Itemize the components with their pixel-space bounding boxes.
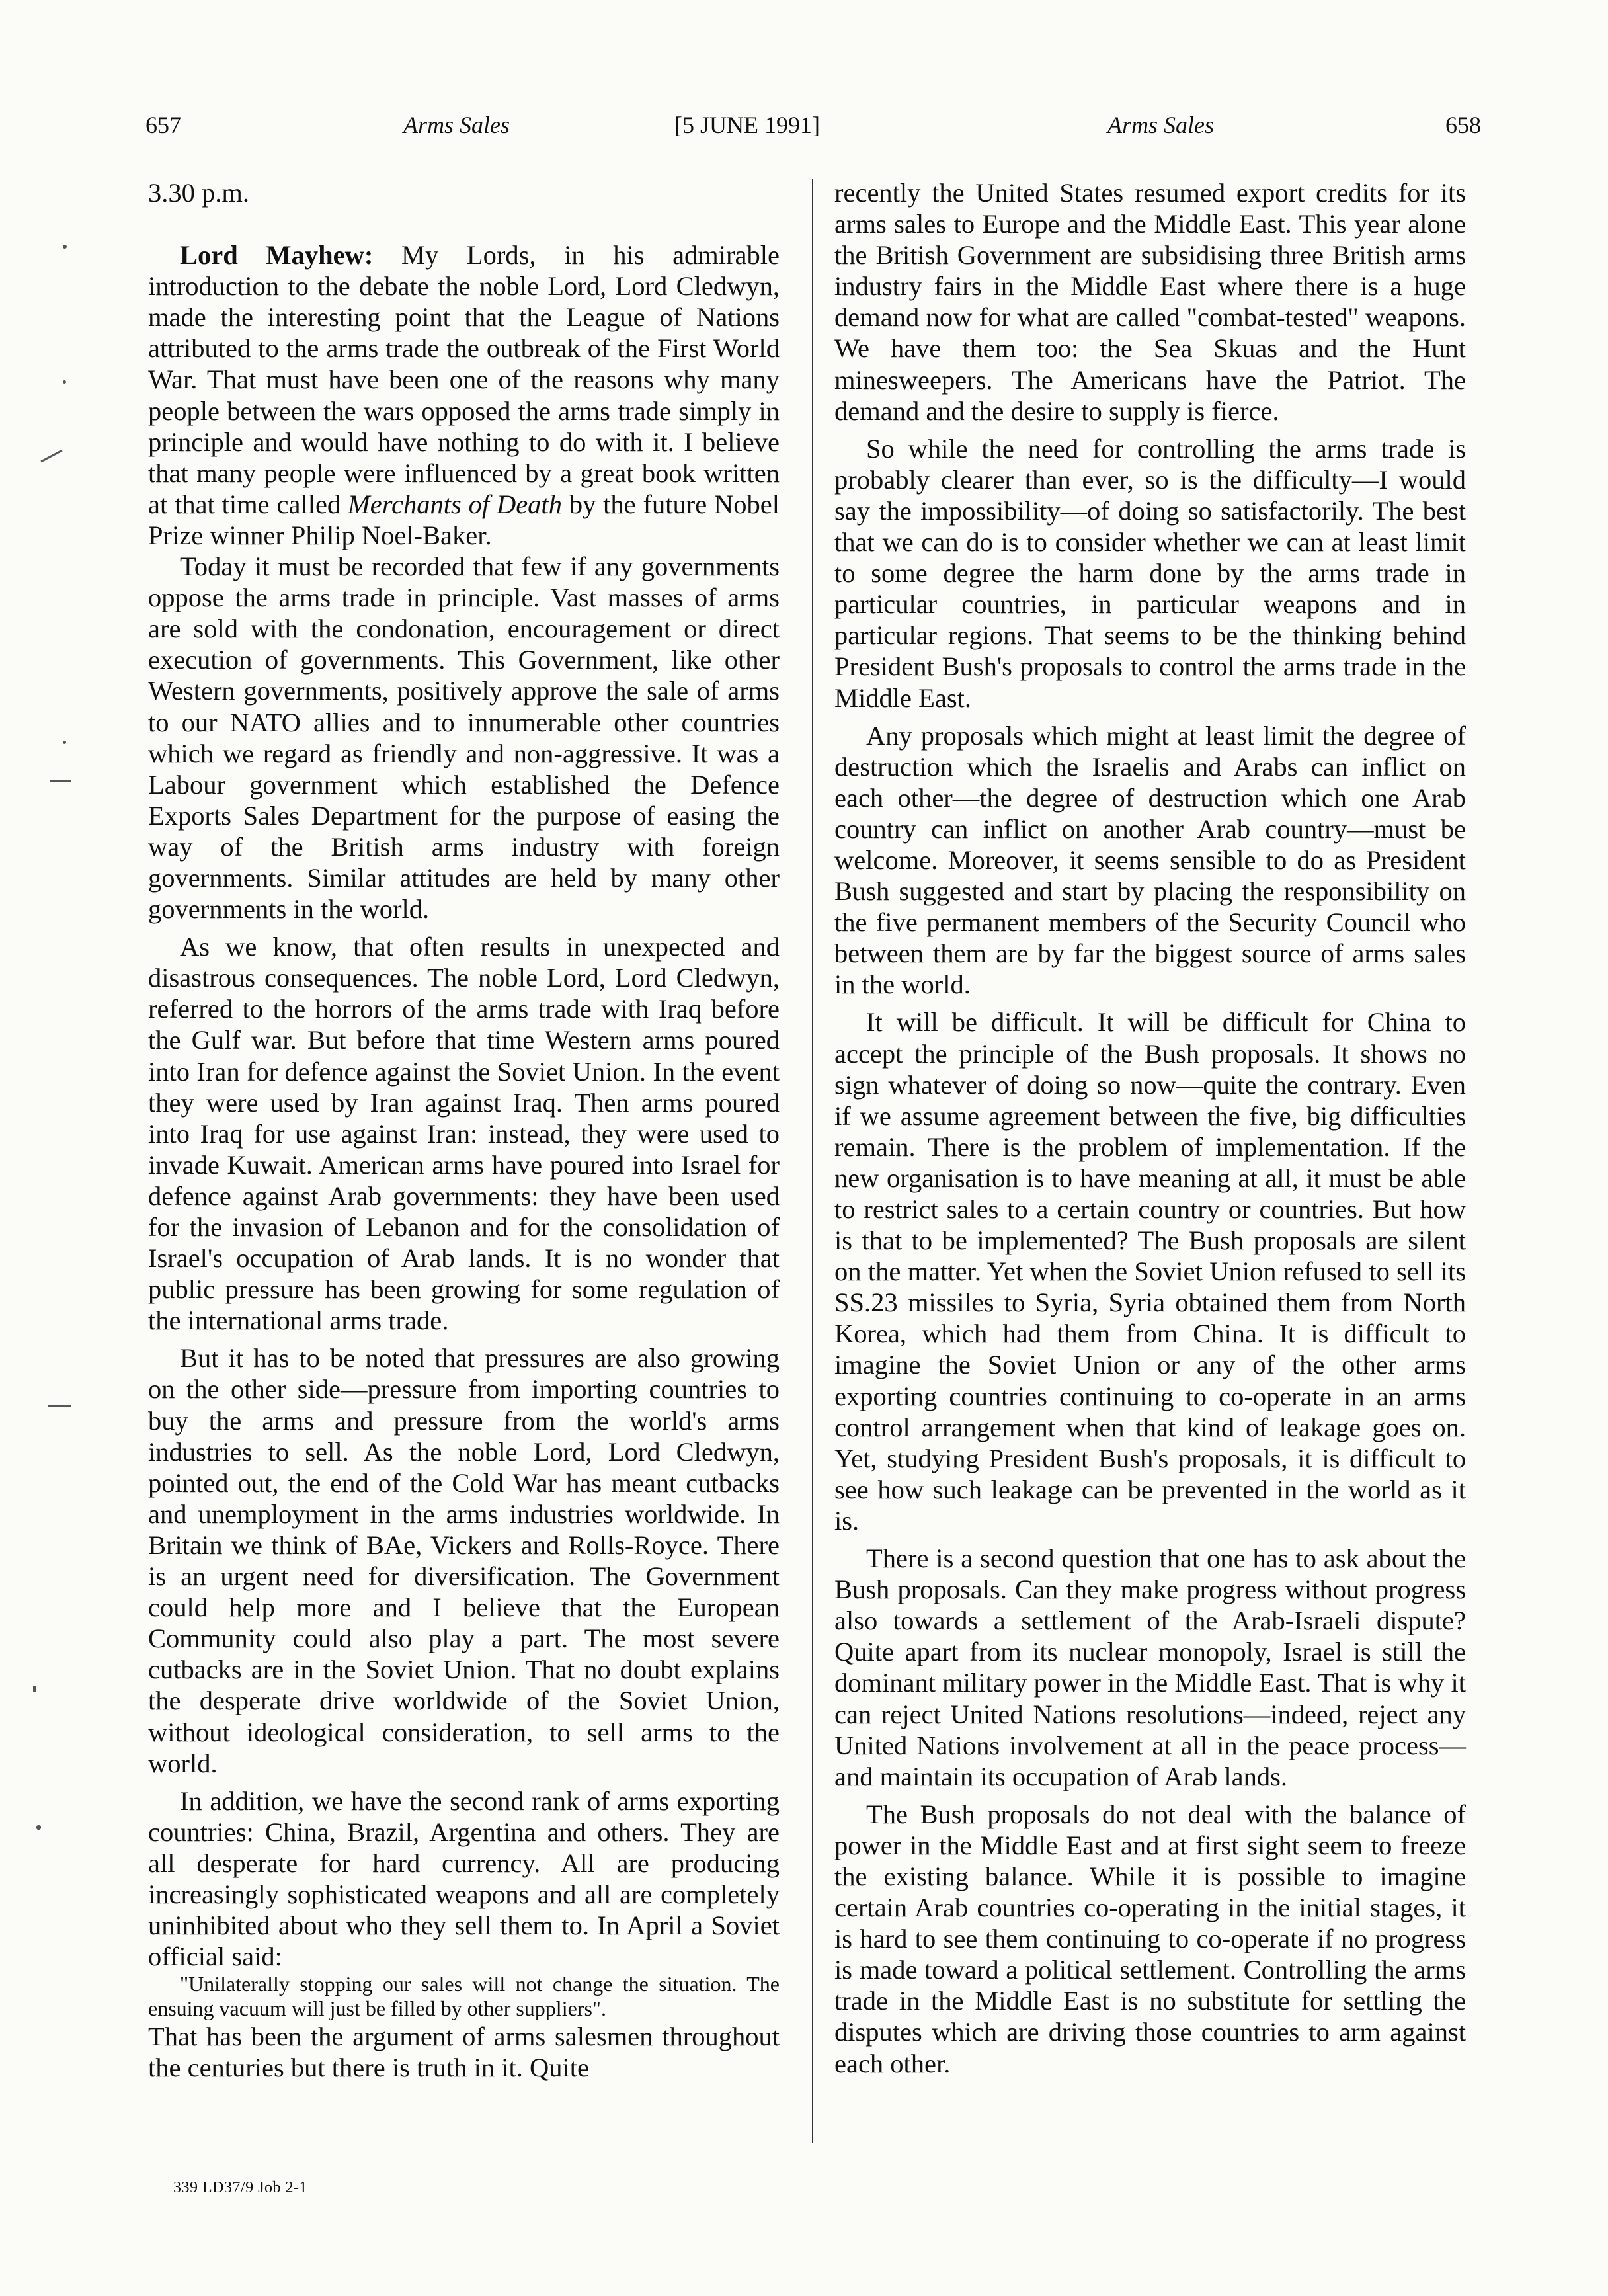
left-page-number: 657 bbox=[145, 112, 181, 138]
block-quote: "Unilaterally stopping our sales will not change the situation. The ensuing vacuum will just be filled by other suppliers". bbox=[148, 1972, 780, 2021]
paragraph: The Bush proposals do not deal with the balance of power in the Middle East and at first sight seem to freeze the existing balance. While it is possible to imagine certain Arab countries co-operating in the initial stages, it is hard to see them continuing to co-operate if no progress is made toward a political settlement. Controlling the arms trade in the Middle East is no substitute for settling the disputes which are driving those countries to arm against each other. bbox=[834, 1799, 1466, 2078]
print-job-code: 339 LD37/9 Job 2-1 bbox=[173, 2179, 307, 2196]
paragraph-text: by the future Nobel Prize winner Philip Noel-Baker. bbox=[148, 489, 780, 550]
right-page-number: 658 bbox=[1445, 112, 1481, 138]
left-column bbox=[148, 177, 780, 2083]
margin-mark bbox=[63, 741, 66, 744]
sitting-date: [5 JUNE 1991] bbox=[674, 112, 820, 138]
margin-mark bbox=[40, 450, 62, 463]
margin-mark bbox=[48, 1405, 71, 1407]
paragraph: Today it must be recorded that few if any governments oppose the arms trade in principle. Vast masses of arms are sold with the condonation, encouragement or direct execution of governments. This Government, like other Western governments, positively approve the sale of arms to our NATO allies and to innumerable other countries which we regard as friendly and non-aggressive. It was a Labour government which established the Defence Exports Sales Department for the purpose of easing the way of the British arms industry with foreign governments. Similar attitudes are held by many other governments in the world. bbox=[148, 552, 780, 924]
paragraph: In addition, we have the second rank of arms exporting countries: China, Brazil, Argentina and others. They are all desperate for hard currency. All are producing increasingly sophisticated weapons and all are completely uninhibited about who they sell them to. In April a Soviet official said: bbox=[148, 1785, 780, 1972]
time-stamp: 3.30 p.m. bbox=[148, 178, 250, 208]
speaker-name: Lord Mayhew: bbox=[180, 240, 374, 270]
left-running-title: Arms Sales bbox=[403, 112, 510, 138]
margin-mark bbox=[33, 1686, 36, 1692]
paragraph-text: My Lords, in his admirable introduction to the debate the noble Lord, Lord Cledwyn, made the interesting point that the League of Nations attributed to the arms trade the outbreak of the First World War. That must have been one of the reasons why many people between the wars opposed the arms trade simply in principle and would have nothing to do with it. I believe that many people were influenced by a great book written at that time called bbox=[148, 240, 780, 519]
margin-mark bbox=[50, 780, 71, 782]
page-header bbox=[145, 111, 1481, 151]
paragraph: That has been the argument of arms salesmen throughout the centuries but there is truth in it. Quite bbox=[148, 2022, 780, 2083]
right-running-title: Arms Sales bbox=[1107, 112, 1214, 138]
margin-mark bbox=[36, 1825, 41, 1830]
column-divider bbox=[812, 179, 813, 2143]
paragraph: But it has to be noted that pressures are also growing on the other side—pressure from importing countries to buy the arms and pressure from the world's arms industries to sell. As the noble Lord, Lord Cledwyn, pointed out, the end of the Cold War has meant cutbacks and unemployment in the arms industries worldwide. In Britain we think of BAe, Vickers and Rolls-Royce. There is an urgent need for diversification. The Government could help more and I believe that the European Community could also play a part. The most severe cutbacks are in the Soviet Union. That no doubt explains the desperate drive worldwide of the Soviet Union, without ideological consideration, to sell arms to the world. bbox=[148, 1343, 780, 1778]
paragraph: As we know, that often results in unexpected and disastrous consequences. The noble Lord, Lord Cledwyn, referred to the horrors of the arms trade with Iraq before the Gulf war. But before that time Western arms poured into Iran for defence against the Soviet Union. In the event they were used by Iran against Iraq. Then arms poured into Iraq for use against Iran: instead, they were used to invade Kuwait. American arms have poured into Israel for defence against Arab governments: they have been used for the invasion of Lebanon and for the consolidation of Israel's occupation of Arab lands. It is no wonder that public pressure has been growing for some regulation of the international arms trade. bbox=[148, 932, 780, 1336]
paragraph: There is a second question that one has to ask about the Bush proposals. Can they make progress without progress also towards a settlement of the Arab-Israeli dispute? Quite apart from its nuclear monopoly, Israel is still the dominant military power in the Middle East. That is why it can reject United Nations resolutions—indeed, reject any United Nations involvement at all in the peace process—and maintain its occupation of Arab lands. bbox=[834, 1543, 1466, 1791]
book-title: Merchants of Death bbox=[348, 489, 562, 519]
paragraph bbox=[148, 239, 780, 551]
paragraph: recently the United States resumed export credits for its arms sales to Europe and the Middle East. This year alone the British Government are subsidising three British arms industry fairs in the Middle East where there is a huge demand now for what are called "combat-tested" weapons. We have them too: the Sea Skuas and the Hunt minesweepers. The Americans have the Patriot. The demand and the desire to supply is fierce. bbox=[834, 178, 1466, 426]
paragraph: Any proposals which might at least limit the degree of destruction which the Israelis and Arabs can inflict on each other—the degree of destruction which one Arab country can inflict on another Arab country—must be welcome. Moreover, it seems sensible to do as President Bush suggested and start by placing the responsibility on the five permanent members of the Security Council who between them are by far the biggest source of arms sales in the world. bbox=[834, 720, 1466, 1000]
margin-mark bbox=[63, 245, 67, 249]
paragraph: So while the need for controlling the arms trade is probably clearer than ever, so is the difficulty—I would say the impossibility—of doing so satisfactorily. The best that we can do is to consider whether we can at least limit to some degree the harm done by the arms trade in particular countries, in particular weapons and in particular regions. That seems to be the thinking behind President Bush's proposals to control the arms trade in the Middle East. bbox=[834, 433, 1466, 713]
margin-mark bbox=[63, 380, 66, 384]
right-column bbox=[834, 177, 1466, 2079]
paragraph: It will be difficult. It will be difficult for China to accept the principle of the Bush proposals. It shows no sign whatever of doing so now—quite the contrary. Even if we assume agreement between the five, big difficulties remain. There is the problem of implementation. If the new organisation is to have meaning at all, it must be able to restrict sales to a certain country or countries. But how is that to be implemented? The Bush proposals are silent on the matter. Yet when the Soviet Union refused to sell its SS.23 missiles to Syria, Syria obtained them from North Korea, which had them from China. It is difficult to imagine the Soviet Union or any of the other arms exporting countries continuing to co-operate in an arms control arrangement when that kind of leakage goes on. Yet, studying President Bush's proposals, it is difficult to see how such leakage can be prevented in the world as it is. bbox=[834, 1007, 1466, 1536]
